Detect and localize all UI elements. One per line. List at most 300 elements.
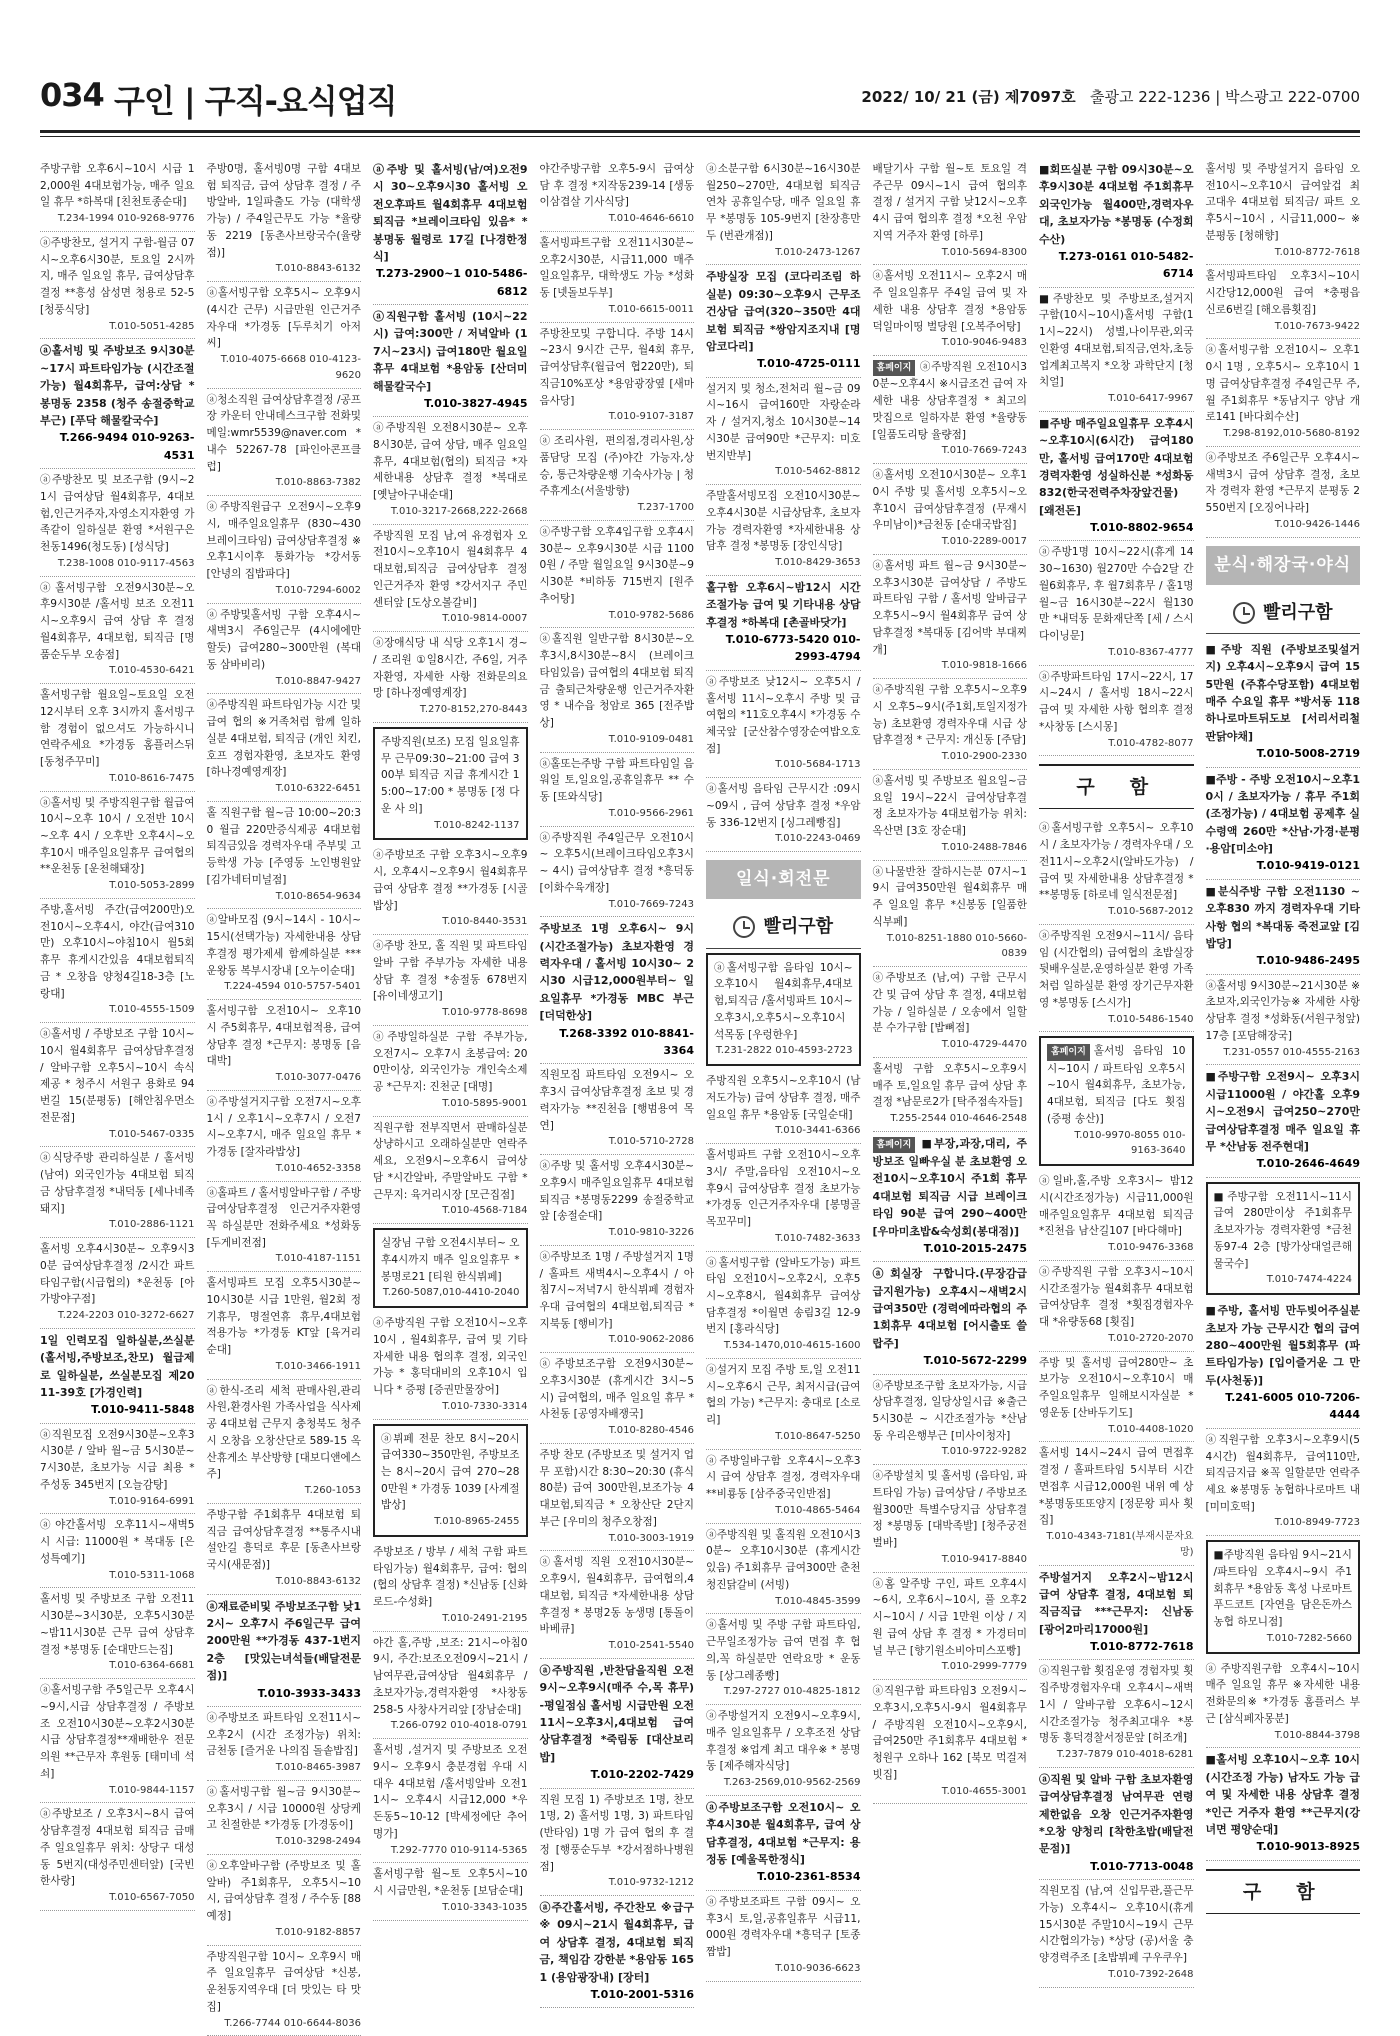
classified-ad (207, 1000, 362, 1091)
classified-ad (373, 1541, 528, 1632)
ad-text: ⓐ주방1명 10시~22시(휴게 1430~1630) 월270만 수습2달 간 월6회휴무, 후 월7회휴무 / 홀1명 월~금 16시30분~22시 월130만 *내덕동 문화재단쪽 [세 / 스시다이닝문] (1039, 546, 1194, 643)
classified-ad (40, 232, 195, 339)
ad-text: ⓐ홀서빙구함 주5일근무 오후4시~9시,시급 상담후결정 / 주방보조 오전10시30분~오후2시30분 시급 상담후결정**재배한우 전문의원 **근무자 후원동 [태미네 석쇠] (40, 1684, 195, 1780)
ad-phone: T.010-4729-4470 (941, 1039, 1027, 1051)
classified-ad (540, 158, 695, 232)
classified-ad (1039, 1660, 1194, 1767)
ad-phone: T.010-4408-1020 (1108, 1423, 1194, 1435)
classified-ad (1039, 1036, 1194, 1166)
ad-text: ⓐ직원구함 횟집운영 경험자및 횟집주방경험자우대 오후4시~새벽1시 / 알바구함 오후6시~12시 시간조절가능 청주최고대우 *봉명동 홍덕경찰서정문앞 [허조개] (1039, 1665, 1194, 1745)
classified-ad (540, 430, 695, 521)
ad-phone: T.010-9182-8857 (275, 1926, 361, 1938)
ad-phone: T.010-6364-6681 (109, 1660, 195, 1672)
ad-phone: T.010-5687-2012 (1108, 906, 1194, 918)
ad-phone: T.010-5008-2719 (1256, 747, 1360, 761)
ad-phone: T.010-9476-3368 (1108, 1242, 1194, 1254)
ad-text: ⓐ주간홀서빙, 주간찬모 ※급구※ 09시~21시 월4회휴무, 급여 상담후 결정, 4대보험 퇴직금, 책임감 강한분 *용암동 1651 (용암광장내) [장터] (539, 1901, 694, 1984)
wanted-banner: 구 함 (1039, 764, 1194, 809)
ad-phone: T.010-9046-9483 (941, 337, 1027, 349)
ad-text: 주방찬모및 구합니다. 주방 14시~23시 9시간 근무, 월4회 휴무, 급여상담후(월급여 협220만), 퇴직금10%포상 *용암광장옆 [새마음사당] (539, 327, 694, 407)
classified-ad (1206, 1748, 1361, 1860)
ad-phone: T.010-3933-3433 (257, 1686, 361, 1700)
homepage-tag: 홈페이지 (873, 1137, 916, 1153)
ad-text: 홀서빙구함 월~토 오후5시~10시 시급만원, *운천동 [보담순대] (373, 1868, 528, 1898)
classified-ad (706, 1070, 861, 1144)
ad-phone: T.010-7294-6002 (275, 584, 361, 596)
ad-phone: T.224-2203 010-3272-6627 (57, 1310, 195, 1322)
ad-phone: T.010-9109-0481 (608, 733, 694, 745)
ad-text: ■주방구함 오전11시~11시 급여 280만이상 주1회휴무 초보자가능 경력자환영 *금천동97-4 2층 [방가상대얼큰해물국수] (1213, 1190, 1352, 1270)
ad-text: ⓐ주방직원 ,반찬담을직원 오전9시~오후9시(매주 수,목 휴무) -평일점심 홀서빙 시급만원 오전11시~오후3시,4대보험 급여 상담후결정 *죽림동 [대산보리밥] (539, 1663, 694, 1764)
ad-text: ⓐ주방및홀서빙 구함 오후4시~새벽3시 주6일근무 (4시에에만 할듯) 급여280~300만원 (복대동 삼바비리) (206, 608, 361, 671)
classified-ad (40, 1329, 195, 1424)
classified-ad (207, 389, 362, 496)
ad-text: ⓐ홀서빙 파트 월~금 9시30분~오후3시30분 급여상담 / 주방도 파트타임 구함 / 홀서빙 알바급구 오후5시~9시 월4회휴무 급여 상담후결정 *복대동 [김어박 부대찌개] (872, 559, 1027, 656)
ad-phone: T.010-9164-6991 (109, 1495, 195, 1507)
clock-icon (1233, 602, 1255, 624)
issue-date: 2022/ 10/ 21 (금) 제7097호 (861, 88, 1076, 106)
classified-ad (207, 282, 362, 389)
ad-text: 홀서빙 ,설거지 및 주방보조 오전9시~ 오후9시 충분경험 우대 시 대우 4대보험 /홀서빙알바 오전11시~ 오후4시 시급12,000 *우돈동5~10-12 [박세정에단 추어명가] (373, 1744, 528, 1840)
ad-text: ⓐ주방찬모 및 보조구함 (9시~21시 급여상담 월4회휴무, 4대보험,인근거주자,자영소지자환영 가족같이 일하실분 환영 *서원구은천동1496(청도동) [성식당] (40, 474, 195, 554)
ad-phone: T.010-4555-1509 (109, 1004, 195, 1016)
ad-text: ⓐ홀서빙 및 주방보조 월요일~금요일 19시~22시 급여상담후결정 초보자가능 4대보험가능 위치: 옥산면 [3호 장순대] (872, 774, 1027, 838)
ad-phone: T.010-8772-7618 (1090, 1640, 1194, 1654)
classified-ad (706, 1252, 861, 1359)
section-title: 구인 | 구직-요식업직 (114, 82, 397, 120)
ad-text: ⓐ주방직원 구함 오후3시~10시 시간조절가능 월4회휴무 4대보험 급여상담후 결정 *횟집경험자우대 *유량동68 [횟집] (1039, 1265, 1194, 1329)
ad-text: ⓐ주방보조구함 초보자가능, 시급상담후결정, 일당상일시급 ※출근5시30분 ~ 시간조절가능 *산남동 우리은행부근 [미사이청자] (872, 1379, 1027, 1442)
ad-text: ⓐ주방 찬모, 홀 직원 및 파트타임 알바 구함 주부가능 자세한 내용 상담 후 결정 *송절동 678번지 [유이네생고기] (373, 940, 528, 1003)
classified-ad (373, 632, 528, 723)
ad-text: ■홀서빙 오후10시~오후 10시(시간조정 가능) 남자도 가능 급여 및 자세한 내용 상담후 결정 *인근 거주자 환영 **근무지(강녀면 평양순대] (1205, 1753, 1360, 1836)
ad-text: ⓐ홀서빙구함 (알바도가능) 파트타임 오전10시~오후2시, 오후5시~오후8시, 월4회휴무 급여상담후결정 *이월면 송림3길 12-9번지 [홍라식당] (706, 1256, 861, 1336)
ad-phone: T.297-2727 010-4825-1812 (723, 1686, 861, 1698)
ad-phone: T.010-3466-1911 (275, 1360, 361, 1372)
ad-text: 야간주방구함 오후5-9시 급여상담 후 결정 *지작동239-14 [생동이삼겹살 기사식당] (539, 163, 694, 209)
classified-ad (373, 1863, 528, 1920)
classified-ad (873, 464, 1028, 555)
ad-phone: T.010-8647-5250 (775, 1430, 861, 1442)
ad-text: ⓐ주방보조구함 오전10시~ 오후4시30분 월4회휴무, 급여 상담후결정, 4대보험 *근무지: 용정동 [예울목한정식] (706, 1800, 861, 1867)
ad-text: ■회뜨실분 구함 09시30분~오후9시30분 4대보험 주1회휴무 외국인가능 월400만,경력자우대, 초보자가능 *봉명동 (수정회수산) (1039, 163, 1194, 246)
ad-text: 홀서빙구함 월요일~토요일 오전 12시부터 오후 3시까지 홀서빙구함 경험이 없으셔도 가능하시니 연락주세요 *가경동 홈플러스뒤 [동청주꾸미] (40, 689, 195, 768)
classified-ad (1039, 541, 1194, 665)
classified-ad (1206, 447, 1361, 538)
classified-ad (373, 935, 528, 1026)
ad-text: ⓐ주방보조 (남,여) 구함 근무시간 및 급여 상담 후 결정, 4대보험 가능 / 일하실분 / 오송에서 일할분 수가구함 [밥뼈점] (872, 972, 1027, 1035)
classified-ad (873, 1465, 1028, 1572)
classified-ad (873, 770, 1028, 861)
ad-text: ⓐ주방보조 낮12시~ 오후5시 / 홀서빙 11시~오후시 주방 및 급여협의 *11호오후4시 *가경동 수체국앞 [군산참수영장순여밥오호점] (706, 675, 861, 755)
ad-phone: T.010-8844-3798 (1274, 1729, 1360, 1741)
ad-phone: T.010-9426-1446 (1274, 518, 1360, 530)
ad-phone: T.010-9486-2495 (1256, 954, 1360, 968)
ad-text: 홀서빙파트구함 오전11시30분~오후2시30분, 시급11,000 매주 일요일휴무, 대학생도 가능 *성화동 [넷돌보두부] (539, 237, 694, 300)
classified-ad (40, 339, 195, 469)
ad-text: 주방실장 모집 (코다리조림 하실분) 09:30~오후9시 근무조건상담 급여(320~350만 4대보험 퇴직금 *쌍암지조지내 [명암코다리] (706, 270, 861, 353)
classified-ad (207, 802, 362, 909)
classified-ad (1206, 158, 1361, 265)
ad-text: 주방보조 1명 오후6시~ 9시(시간조절가능) 초보자환영 경력자우대 / 홀서빙 10시30~ 2시30 시급12,000원부터~ 일요일휴무 *가경동 MBC 부근 [더덕한상] (539, 922, 694, 1023)
ad-text: 주방 찬모 (주방보조 및 설거지 업무 포함)시간 8:30~20:30 (휴식80분) 급여 300만원,보조가능 4대보험,퇴직금 * 오창산단 2단지 부근 [우미의 청주오창점] (539, 1449, 694, 1528)
ad-text: 직원모집 (남,여 신입무관,풀근무가능) 오후4시~ 오후10시(휴게 15시30분 주말10시~19시 근무시간협의가능) *상당 (공)서울 충양경력주조 [초밥뷔페 구우쿠우] (1039, 1885, 1194, 1965)
classified-ad (873, 1058, 1028, 1132)
quick-hire-label: 빨리구함 (1262, 601, 1333, 623)
ad-phone: T.010-9782-5686 (608, 609, 694, 621)
ad-phone: T.010-9732-1212 (608, 1877, 694, 1889)
classified-ad (706, 1450, 861, 1524)
ad-phone: T.010-7330-3314 (442, 1400, 528, 1412)
classified-ad (1039, 1768, 1194, 1880)
ad-text: 야간 홀,주방 ,보조: 21시~아침09시, 주간:보조오전09시~21시 /남여무관,급여상담 월4회휴무 / 초보자가능,경력자환영 *사창동 258-5 사창사거리앞 [장남순대] (373, 1636, 528, 1716)
classified-ad (540, 521, 695, 628)
ad-phone: T.010-8616-7475 (109, 772, 195, 784)
ad-phone: T.010-9411-5848 (91, 1403, 195, 1417)
ad-text: 홀서빙파트 구함 오전10시~오후3시/ 주말,음타임 오전10시~오후9시 급여상담후 결정 초보가능 *가경동 인근거주자우대 [봉명골목꼬꾸미] (706, 1149, 861, 1228)
ad-phone: T.010-9818-1666 (941, 660, 1027, 672)
classified-ad (373, 417, 528, 524)
ad-phone: T.010-2720-2070 (1108, 1332, 1194, 1344)
ad-text: ⓐ주방보조 구함 오후3시~오후9시, 오후4시~오후9시 월4회휴무 급여 상담후 결정 **가경동 [시골밥상] (373, 849, 528, 912)
ad-text: ⓐ주방설거지 오전9시~오후9시, 매주 일요일휴무 / 오후조전 상담후결정 ※업계 최고 대우※ * 봉명동 [제주해자식당] (706, 1710, 861, 1773)
ad-phone: T.010-2646-4649 (1256, 1157, 1360, 1171)
ad-phone: T.010-4865-5464 (775, 1504, 861, 1516)
classified-ad (873, 555, 1028, 679)
ad-phone: T.534-1470,010-4615-1600 (723, 1340, 861, 1352)
classified-ad (40, 577, 195, 684)
classified-ad (706, 778, 861, 852)
ad-phone: T.010-4530-6421 (109, 665, 195, 677)
ad-text: ⓐ주방직원구함 오후4시~10시 매주 일요일 휴무 ※자세한 내용 전화문의※ *가경동 홈플러스 부근 [삼식페자몽분] (1205, 1662, 1360, 1725)
quick-hire-banner (1206, 593, 1361, 634)
ad-phone: T.010-9722-9282 (941, 1446, 1027, 1458)
classified-ad (40, 1023, 195, 1147)
ad-text: ⓐ직원 및 알바 구함 초보자환영 급여상담후결정 남여무관 연령제한없음 오창 인근거주자환영 *오창 양청리 [착한초밥(배달전문점)] (1039, 1772, 1194, 1856)
ad-phone: T.010-8949-7723 (1274, 1517, 1360, 1529)
ad-phone: T.010-9566-2961 (608, 807, 694, 819)
classified-ad (40, 684, 195, 791)
ad-phone: T.010-4845-3599 (775, 1595, 861, 1607)
classified-ad (1206, 880, 1361, 975)
classified-ad (1039, 412, 1194, 542)
ad-text: 주방 및 홀서빙 급여280만~ 초보가능 오전10시~오후10시 매주일요일휴무 일해보시자실분 *영운동 [산바두기도] (1039, 1356, 1194, 1419)
classified-ad (40, 1803, 195, 1910)
classified-ad (373, 158, 528, 305)
ad-phone: T.266-0792 010-4018-0791 (390, 1720, 528, 1732)
classified-ad (540, 1155, 695, 1246)
ad-phone: T.010-6567-7050 (109, 1892, 195, 1904)
ad-phone: T.010-2473-1267 (775, 246, 861, 258)
ad-phone: T.255-2544 010-4646-2548 (890, 1113, 1027, 1125)
ad-phone: T.270-8152,270-8443 (419, 704, 528, 716)
column-4 (539, 158, 695, 2001)
classified-ad (373, 1632, 528, 1739)
classified-ad (207, 1272, 362, 1379)
ad-phone: T.010-9107-3187 (608, 411, 694, 423)
ad-text: ⓐ주방 및 홀서빙 오후4시30분~ 오후9시 매주일요일휴무 4대보험 퇴직금 *봉명동2299 송절중학교앞 [송절순대] (539, 1160, 694, 1223)
quick-hire-banner (706, 907, 861, 948)
ad-text: 홀서빙 및 주방설거지 음타임 오전10시~오후10시 급여앞겁 최고대우 4대보험 퇴직금/ 파트 오후5시~10시 , 시급11,000~ ※분평동 [청해향] (1205, 163, 1360, 242)
clock-icon (733, 916, 755, 938)
ad-text: ⓐ홀서빙 9시30분~21시30분 ※초보자,외국인가능※ 자세한 사항 상담후 결정 *성화동(서원구청앞)17층 [포담해장국] (1205, 979, 1360, 1042)
ad-phone: T.010-9810-3226 (608, 1227, 694, 1239)
classified-ad (373, 305, 528, 417)
ad-phone: T.010-7482-3633 (775, 1232, 861, 1244)
ad-text: ⓐ설거지 모집 주방 토,일 오전11시~오후6시 근무, 최저시급(급여협의 가능) *근무지: 충대로 [소로리] (706, 1363, 861, 1427)
ad-phone: T.010-2289-0017 (941, 536, 1027, 548)
ad-text: 홀서빙 및 주방보조 구함 오전11시30분~3시30분, 오후5시30분~밤11시30분 근무 급여 상담후결정 *봉명동 [순대만드는집] (40, 1593, 195, 1656)
ad-phone: T.010-3077-0476 (275, 1072, 361, 1084)
ad-phone: T.241-6005 010-7206-4444 (1225, 1391, 1360, 1422)
ad-text: ■주방구함 오전9시~ 오후3시 시급11000원 / 야간홀 오후9시~오전9시 급여250~270만 급여상담후결정 매주 일요일 휴무 *산남동 전주현대] (1205, 1070, 1360, 1153)
ad-phone: T.263-2569,010-9562-2569 (723, 1777, 861, 1789)
ad-phone: T.010-3441-6366 (775, 1125, 861, 1137)
ad-text: ⓐ직원구함 홀서빙 (10시~22시) 급여:300만 / 저녁알바 (17시~23시) 급여180만 월요일휴무 4대보험 *용암동 [산더미해물칼국수] (373, 310, 528, 393)
classified-ad (873, 1375, 1028, 1466)
ad-phone: T.238-1008 010-9117-4563 (57, 557, 195, 569)
ad-text: 주방,홀서빙 주간(급여200만)오전10시~오후4시, 야간(급여310만) 오후10시~야침10시 월5회휴무 휴게시간있음 4대보험퇴직금 * 오창읍 양청4길18-3층 [노랑대] (40, 903, 195, 1000)
classified-ad (540, 753, 695, 827)
classified-ad (207, 1946, 362, 2036)
classified-ad (540, 1551, 695, 1658)
ad-text: ⓐ홀파트 / 홀서빙알바구함 / 주방 급여상담후결정 인근거주자환영 꼭 하실분만 전화주세요 *성화동 [두게비전점] (206, 1186, 361, 1249)
ad-phone: T.010-9419-0121 (1256, 859, 1360, 873)
classified-ad (873, 1573, 1028, 1680)
ad-phone: T.010-7282-5660 (1266, 1632, 1352, 1644)
ad-phone: T.010-2361-8534 (757, 1870, 861, 1884)
ad-text: ⓐ주방직원 오전8시30분~ 오후8시30분, 급여 상담, 매주 일요일 휴무, 4대보험(협의) 퇴직금 *자세한내용 상담후 결정 *복대로 [옛날아구내순대] (373, 422, 528, 502)
classified-ad (706, 576, 861, 671)
ad-text: ⓐ주방설거지구함 오전7시~오후1시 / 오후1시~오후7시 / 오전7시~오후7시, 매주 일요일 휴무 *가경동 [잘자라밥상] (206, 1095, 361, 1159)
ad-text: ⓐ소분구함 6시30분~16시30분 월250~270만, 4대보험 퇴직금 연차 공휴일수당, 매주 일요일 휴무 *봉명동 105-9번지 [찬장흥만두 (번관개점)] (706, 163, 861, 242)
ad-text: 홈페이지 홀서빙 음타임 10시~10시 / 파트타임 오후5시~10시 월4회휴무, 초보가능, 4대보험, 퇴직금 [다도 횟집 (증평 송산)] (1047, 1045, 1186, 1125)
classified-ad (207, 1595, 362, 1707)
classified-ad (540, 1659, 695, 1789)
ad-phone: T.273-0161 010-5482-6714 (1058, 249, 1194, 281)
ad-phone: T.266-9494 010-9263-4531 (59, 431, 195, 462)
classified-ad (207, 1781, 362, 1855)
ad-phone: T.010-5684-1713 (775, 759, 861, 771)
classified-ad (40, 158, 195, 232)
classified-ad (540, 827, 695, 918)
classified-ad (207, 1707, 362, 1781)
classified-ad (873, 158, 1028, 265)
classified-ad (706, 1359, 861, 1450)
ad-phone: T.010-3827-4945 (424, 396, 528, 410)
column-3 (373, 158, 528, 1998)
classified-ad (706, 265, 861, 377)
ad-phone: T.010-7392-2648 (1108, 1968, 1194, 1980)
classified-ad (540, 1246, 695, 1353)
ad-phone: T.010-7673-9422 (1274, 320, 1360, 332)
ad-phone: T.010-8367-4777 (1108, 646, 1194, 658)
page-number: 034 (40, 76, 104, 114)
classified-ad (1039, 817, 1194, 924)
ad-phone: T.010-2202-7429 (590, 1768, 694, 1782)
ad-text: ■주방 직원 (주방보조및설거지) 오후4시~오후9시 급여 155만원 (주휴수당포함) 4대보험 매주 수요일 휴무 *방서동 118 하나로마트뒤도보 [서리서리철판닭야채] (1205, 642, 1360, 743)
classified-ad (207, 1504, 362, 1595)
ad-phone: T.010-5486-1540 (1108, 1013, 1194, 1025)
ad-phone: T.010-2900-2330 (941, 751, 1027, 763)
ad-phone: T.010-4187-1151 (275, 1253, 361, 1265)
ad-phone: T.010-2541-5540 (608, 1640, 694, 1652)
ad-text: 주방보조 / 방부 / 세척 구함 파트타임가능) 월4회휴무, 급여: 협의(협의 상담후 결정) *신남동 [신화로드-수성화] (373, 1546, 528, 1609)
ad-phone: T.010-6615-0011 (608, 303, 694, 315)
ad-text: ⓐ주방직원급구 오전9시~오후9시, 매주일요일휴무 (830~430 브레이크타임) 급여상담후결정 ※오후1시이후 통화가능 *강서동[안녕의 집밥파다] (206, 501, 361, 581)
classified-ad (540, 232, 695, 323)
column-6 (873, 158, 1028, 1998)
ad-text: 주방직원 모집 남,여 유경험자 오전10시~오후10시 월4회휴무 4대보험,퇴직금 급여상담후 결정 인근거주자 환영 *강서지구 주민센터앞 [도상오볼갈비] (373, 529, 528, 609)
classified-ad (40, 1424, 195, 1515)
classified-ad (40, 792, 195, 899)
classified-ad (207, 694, 362, 801)
ad-phone: T.234-1994 010-9268-9776 (57, 213, 195, 225)
ad-phone: T.010-8429-3653 (775, 557, 861, 569)
classified-ad (1039, 1442, 1194, 1565)
ad-phone: T.010-4343-7181(부재시문자요망) (1046, 1530, 1194, 1558)
ad-phone: T.237-1700 (637, 502, 694, 514)
contact-numbers: 출광고 222-1236 | 박스광고 222-0700 (1090, 88, 1360, 106)
ad-text: ⓐ주방직원 주4일근무 오전10시~ 오후5시(브레이크타임오후3시~ 4시) 급여상담후 결정 *흥덕동 [이화수육개장] (539, 831, 694, 894)
ad-phone: T.010-2886-1121 (109, 1219, 195, 1231)
classified-ad (706, 1891, 861, 1982)
classified-ad (1206, 975, 1361, 1066)
classified-ad (40, 1679, 195, 1803)
ad-text: ⓐ주방직원 구함 오후5시~오후9시 오후5~9시(주1회,토일지정가능) 초보환영 경력자우대 시급 상담후결정 * 근무지: 개신동 [주담] (872, 684, 1027, 747)
classified-ad (873, 265, 1028, 356)
ad-text: 설거지 및 청소,전처리 월~금 09시~16시 급여160만 자랑순라 자 / 설거지,청소 10시30분~14시30분 급여90만 *근무지: 미호번지반부] (706, 382, 861, 462)
classified-ad (1206, 1299, 1361, 1429)
classified-ad (540, 1444, 695, 1551)
ad-text: 주방설거지 오후2시~밤12시 급여 상담후 결정, 4대보험 퇴직금직급 ***근무지: 신남동 [광어2마리17000원] (1039, 1570, 1194, 1636)
ad-text: 홀서빙 14시~24시 급여 면접후 결정 / 홀파트타임 5시부터 시간면접후 시급12,000원 내위 예 상 *봉명동또또양지 [정문왕 피사 횟집] (1039, 1447, 1194, 1527)
ad-phone: T.010-6773-5420 010-2993-4794 (725, 633, 861, 664)
ad-text: 주말홀서빙모집 오전10시30분~오후4시30분 시급상담후, 초보자가능 경력자환영 *자세한내용 상담후 결정 *봉명동 [장인식당] (706, 490, 861, 553)
ad-phone: T.010-2015-2475 (923, 1241, 1027, 1255)
classified-ad (40, 899, 195, 1023)
ad-text: ⓐ주방설치 및 홀서빙 (음타임, 파트타임 가능) 급여상담 / 주방보조 월300만 특별수당지급 상담후결정 *봉명동 [대박족발] [청주궁전벌바] (872, 1470, 1027, 1550)
ad-text: 주방구함 오후6시~10시 시급 12,000원 4대보험가능, 매주 일요일 휴무 *하복대 [친천토종순대] (40, 163, 195, 209)
classified-ad (373, 844, 528, 935)
ad-text: ⓐ주방찬모, 설거지 구함-월금 07시~오후6시30분, 토요일 2시까지, 매주 일요일 휴무, 급여상담후 결정 **흥성 삼성면 청용로 52-5 [청풍식당] (40, 237, 195, 316)
classified-ad (873, 1132, 1028, 1262)
ad-text: ⓐ청소직원 급여상담후결정 /공프장 카운터 안내데스크구함 전화및메일:wmr5539@naver.com * 내수 52267-78 [파인아콘프클럽] (206, 393, 361, 473)
classified-ad (1039, 158, 1194, 288)
classified-ad (1039, 1261, 1194, 1352)
classified-ad (706, 158, 861, 265)
ad-phone: T.010-8847-9427 (275, 675, 361, 687)
classified-ad (1206, 339, 1361, 446)
classified-ad (1206, 638, 1361, 768)
classified-ad (873, 679, 1028, 770)
classified-columns (40, 158, 1360, 2029)
classified-ad (540, 628, 695, 752)
ad-phone: T.010-6322-6451 (275, 783, 361, 795)
classified-ad (873, 356, 1028, 464)
classified-ad (1206, 1182, 1361, 1295)
classified-ad (706, 1614, 861, 1705)
ad-text: ⓐ홈 알주방 구인, 파트 오후4시~6시, 오후6시~10시, 풀 오후2시~10시 / 시급 1만원 이상 / 지원 급여 상담 후 결정 * 가경터미널 부근 [향기원소비아미스포빵] (872, 1577, 1027, 1657)
ad-text: ⓐ일바,홀,주방 오후3시~ 밤12시(시간조정가능) 시급11,000원 매주일요일휴무 4대보험 퇴직금 *진천읍 남산길107 [바다해마] (1039, 1175, 1194, 1238)
ad-text: 홈페이지 ■부장,과장,대리, 주방보조 일빠우실 분 초보환영 오전10시~오후10시 주1회 휴무 4대보험 퇴직금 시급 브레이크타임 90분 급여 290~400만 [우마미초밥&숙성회(봉대점)] (872, 1136, 1027, 1238)
ad-phone: T.010-3343-1035 (442, 1901, 528, 1913)
ad-phone: T.010-5053-2899 (109, 880, 195, 892)
classified-ad (40, 1588, 195, 1679)
ad-phone: T.010-2243-0469 (775, 833, 861, 845)
ad-text: ⓐ홀서빙 및 주방직원구함 월급여 10시~오후 10시 / 오전반 10시~오후 4시 / 오후반 오후4시~오후10시 매주일요일휴무 급여협의 **운천동 [운천해돼장] (40, 796, 195, 876)
ad-text: 홀서빙파트타임 오후3시~10시 시간당12,000원 급여 *충평읍 신로6번길 [해오름횟집] (1205, 270, 1360, 316)
homepage-tag: 홈페이지 (873, 360, 916, 376)
classified-ad (873, 1262, 1028, 1374)
quick-hire-label: 빨리구함 (763, 916, 834, 938)
page-header (40, 70, 1360, 126)
ad-text: 주방직원구함 10시~ 오후9시 매주 일요일휴무 급여상담 *신봉, 운천동지역우대 [더 맛있는 타 맛집] (206, 1950, 361, 2013)
classified-ad (1206, 265, 1361, 339)
ad-text: 직원구함 전부직면서 판매하실분 상냥하시고 오래하실분만 연락주세요, 오전9시~오후6시 급여상담 *시간알바, 주말알바도 구함 *근무지: 육거리시장 [모근집점] (373, 1121, 528, 1201)
ad-phone: T.010-5311-1068 (109, 1569, 195, 1581)
ad-text: 주방0명, 홀서빙0명 구함 4대보험 퇴직금, 급여 상담후 결정 / 주방알바, 1일파출도 가능 (대학생가능) / 주4일근무도 가능 *율량동 2219 [동촌사브랑국수(율량점)] (206, 163, 361, 259)
ad-text: ⓐ홀직원 일반구함 8시30분~오후3시,8시30분~8시 (브레이크타임있음) 급여협의 4대보험 퇴직금 출퇴근차량운행 인근거주자환영 * 내수읍 청암로 365 [전주밥상] (539, 633, 694, 730)
classified-ad (1039, 1566, 1194, 1661)
ad-phone: T.010-4075-6668 010-4123-9620 (220, 354, 361, 381)
ad-phone: T.010-8843-6132 (275, 1575, 361, 1587)
classified-ad (1039, 1170, 1194, 1261)
ad-text: 직원 모집 1) 주방보조 1명, 찬모1명, 2) 홀서빙 1명, 3) 파트타임(반타임) 1명 가 급여 협의 후 결정 [행풍순두부 *강서점하나병원점] (539, 1793, 694, 1873)
classified-ad (1039, 1352, 1194, 1443)
ad-text: ⓐ회실장 구합니다.(무장감급 급지원가능) 오후4시~새벽2시 급여350만 (경력에따라협의 주1회휴무 4대보험 [어시출또 쓸랍주] (872, 1267, 1027, 1350)
column-8 (1206, 158, 1361, 1998)
ad-text: 주방직원(보조) 모집 일요일휴무 근무09:30~21:00 급여 300부 퇴직금 지급 휴게시간 15:00~17:00 * 봉명동 [정 다 운 사 의] (381, 735, 520, 815)
ad-text: ⓐ홀서빙구함 음타임 10시~오후10시 월4회휴무,4대보험,퇴직금 /홀서빙파트 10시~오후3시,오후5시~오후10시 석목동 [우렁한우] (714, 961, 853, 1041)
ad-text: ⓐ홀서빙구함 오후5시~ 오후10시 / 초보자가능 / 경력자우대 / 오전11시~오후2시(알바도가능) / 급여 및 자세한내용 상담후결정 ***봉명동 [하로네 일식전문점] (1039, 822, 1194, 902)
classified-ad (40, 1147, 195, 1238)
classified-ad (373, 1739, 528, 1863)
ad-phone: T.010-2491-2195 (442, 1612, 528, 1624)
ad-text: ⓐ홀서빙 오전10시30분~ 오후10시 주방 및 홀서빙 오후5시~오후10시 급여상담후결정 (무재시 우미남이)*금천동 [순대국밥집] (872, 469, 1027, 532)
ad-phone: T.010-8465-3987 (275, 1762, 361, 1774)
ad-text: ⓐ홀서빙 직원 오전10시30분~오후9시, 월4회휴무, 급여협의,4대보험, 퇴직금 *자세한내용 상담후결정 * 봉명2동 농생명 [통돌이바베큐] (539, 1556, 694, 1636)
ad-phone: T.010-8843-6132 (275, 263, 361, 275)
ad-phone: T.010-2999-7779 (941, 1661, 1027, 1673)
ad-text: 직원모집 파트타임 오전9시~ 오후3시 급여상담후결정 초보 및 경력자가능 **진천읍 [행범용여 목연] (539, 1069, 694, 1132)
ad-text: ⓐ직원구함 오후3시~오후9시(54시간) 월4회휴무, 급여110만, 퇴직금지급 ※꼭 일할분만 연락주세요 ※봉명동 농협하나로마트 내 [미미호떡] (1205, 1433, 1360, 1513)
ad-text: ⓐ홀서빙 및 주방 구함 파트타임, 근무일조정가능 급여 면접 후 협의,꼭 하실분만 연락요망 * 운동동 [상그레종빵] (706, 1619, 861, 1682)
publication-info (861, 86, 1360, 107)
ad-phone: T.237-7879 010-4018-6281 (1056, 1749, 1194, 1761)
classified-ad (373, 525, 528, 632)
ad-phone: T.010-5051-4285 (109, 320, 195, 332)
ad-text: 홀서빙 구함 오후5시~오후9시 매주 토,일요일 휴무 급여 상담 후 결정 *남문로2가 [탁주점속자들] (872, 1062, 1027, 1109)
classified-ad (40, 469, 195, 576)
ad-phone: T.010-5694-8300 (941, 246, 1027, 258)
ad-phone: T.010-8965-2455 (434, 1516, 520, 1528)
ad-phone: T.010-9062-2086 (608, 1334, 694, 1346)
category-banner: 일식·회전문 (706, 860, 861, 899)
ad-text: 홀서빙파트 모집 오후5시30분~10시30분 시급 1만원, 월2회 정기휴무, 명절연휴 휴무,4대보험 적용가능 *가경동 KT앞 [육거리순대] (206, 1277, 361, 1357)
ad-text: 배달기사 구함 월~토 토요일 격주근무 09시~1시 급여 협의후 결정 / 설거지 구함 낮12시~오후 4시 급여 협의후 결정 *오천 우암지역 거주자 환영 [하루] (872, 163, 1027, 242)
classified-ad (40, 1514, 195, 1588)
classified-ad (207, 1855, 362, 1946)
classified-ad (540, 1064, 695, 1155)
ad-text: ⓐ장애식당 내 식당 오후1시 경~ / 조리원 ①일8시간, 주6일, 거주자환영, 자세한 사항 전화문의요망 [하나정예영계장] (373, 637, 528, 700)
ad-text: ⓐ주방일하실분 구함 주부가능, 오전7시~ 오후7시 초봉급여: 200만이상, 외국인가능 개인숙소제공 *근무지: 진천군 [대명] (373, 1030, 528, 1094)
classified-ad (1206, 1429, 1361, 1536)
ad-text: ⓐ홀서빙구함 오전9시30분~오후9시30분 /홀서빙 보조 오전11시~오후9시 급여 상담 후 결정 월4회휴무, 4대보험, 퇴직금 [명품순두부 오송점] (40, 581, 195, 661)
classified-ad (540, 323, 695, 430)
ad-text: 홀서빙구함 오전10시~ 오후10시 주5회휴무, 4대보험적용, 급여상담후 결정 *근무지: 봉명동 [음대박] (206, 1005, 361, 1068)
classified-ad (540, 917, 695, 1064)
